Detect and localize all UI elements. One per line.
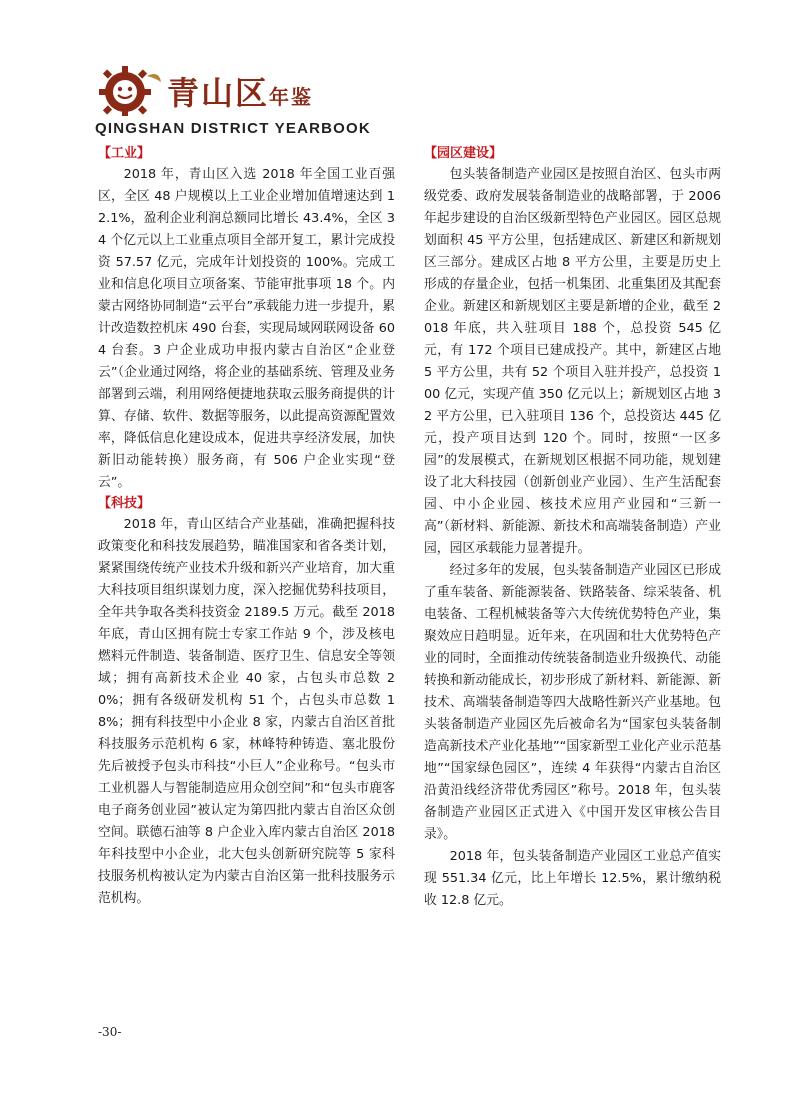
park-paragraph: 包头装备制造产业园区是按照自治区、包头市两级党委、政府发展装备制造业的战略部署，于 2006 年起步建设的自治区级新型特色产业园区。园区总规划面积 45 平方公里，包括建成区、新建区和新规划区三部分。建成区占地 8 平方公里，主要是历史上形成的存量企业，包括一机集团、北重集团及其配套企业。新建区和新规划区主要是新增的企业，截至 2018 年底，共入驻项目 188 个，总投资 545 亿元，有 172 个项目已建成投产。其中，新建区占地 5 平方公里，共有 52 个项目入驻并投产，总投资 100 亿元，实现产值 350 亿元以上；新规划区占地 32 平方公里，已入驻项目 136 个，总投资达 445 亿元，投产项目达到 120 个。同时，按照“一区多园”的发展模式，在新规划区根据不同功能，规划建设了北大科技园（创新创业产业园）、生产生活配套园、中小企业园、核技术应用产业园和“三新一高”（新材料、新能源、新技术和高端装备制造）产业园，园区承载能力显著提升。 [424, 167, 721, 556]
brand-small: 年鉴 [269, 85, 314, 109]
heading-bracket-open: 【 [98, 146, 112, 161]
section-heading-industry [98, 144, 395, 164]
park-paragraph: 2018 年，包头装备制造产业园区工业总产值实现 551.34 亿元，比上年增长 12.5%，累计缴纳税收 12.8 亿元。 [424, 849, 721, 908]
heading-bracket-close: 】 [137, 496, 151, 511]
right-column [424, 144, 721, 912]
section-heading-park [424, 144, 721, 164]
heading-text: 工业 [111, 146, 138, 161]
page-number: -30- [98, 1025, 122, 1039]
park-paragraph: 经过多年的发展，包头装备制造产业园区已形成了重车装备、新能源装备、铁路装备、综采装备、机电装备、工程机械装备等六大传统优势特色产业，集聚效应日趋明显。近年来，在巩固和壮大优势特色产业的同时，全面推动传统装备制造业升级换代、动能转换和新动能成长，初步形成了新材料、新能源、新技术、高端装备制造等四大战略性新兴产业基地。包头装备制造产业园区先后被命名为“国家包头装备制造高新技术产业化基地”“国家新型工业化产业示范基地”“国家绿色园区”，连续 4 年获得“内蒙古自治区沿黄沿线经济带优秀园区”称号。2018 年，包头装备制造产业园区正式进入《中国开发区审核公告目录》。 [424, 563, 721, 842]
technology-paragraph: 2018 年，青山区结合产业基础，准确把握科技政策变化和科技发展趋势，瞄准国家和省各类计划，紧紧围绕传统产业技术升级和新兴产业培育，加大重大科技项目组织谋划力度，深入挖掘优势科技项目，全年共争取各类科技资金 2189.5 万元。截至 2018 年底，青山区拥有院士专家工作站 9 个，涉及核电燃料元件制造、装备制造、医疗卫生、信息安全等领域；拥有高新技术企业 40 家，占包头市总数 20%；拥有各级研发机构 51 个，占包头市总数 18%；拥有科技型中小企业 8 家，内蒙古自治区首批科技服务示范机构 6 家，林峰特种铸造、塞北股份先后被授予包头市科技“小巨人”企业称号。“包头市工业机器人与智能制造应用众创空间”和“包头市鹿客电子商务创业园”被认定为第四批内蒙古自治区众创空间。联德石油等 8 户企业入库内蒙古自治区 2018 年科技型中小企业，北大包头创新研究院等 5 家科技服务机构被认定为内蒙古自治区第一批科技服务示范机构。 [98, 517, 395, 906]
gear-face-logo-icon [95, 62, 165, 118]
left-column [98, 144, 395, 910]
heading-bracket-close: 】 [137, 146, 151, 161]
yearbook-brand-title [167, 68, 313, 114]
industry-paragraph: 2018 年，青山区入选 2018 年全国工业百强区，全区 48 户规模以上工业企业增加值增速达到 12.1%，盈利企业利润总额同比增长 43.4%，全区 34 个亿元以上工业重点项目全部开复工，累计完成投资 57.57 亿元，完成年计划投资的 100%。完成工业和信息化项目立项备案、节能审批事项 18 个。内蒙古网络协同制造“云平台”承载能力进一步提升，累计改造数控机床 490 台套，实现局域网联网设备 604 台套。3 户企业成功申报内蒙古自治区“企业登云”（企业通过网络，将企业的基础系统、管理及业务部署到云端，利用网络便捷地获取云服务商提供的计算、存储、软件、数据等服务，以此提高资源配置效率，降低信息化建设成本，促进共享经济发展，加快新旧动能转换）服务商，有 506 户企业实现“登云”。 [98, 167, 395, 490]
brand-english-title: QINGSHAN DISTRICT YEARBOOK [95, 120, 371, 137]
heading-text: 园区建设 [437, 146, 490, 161]
yearbook-header [95, 62, 435, 142]
heading-bracket-open: 【 [424, 146, 438, 161]
heading-bracket-open: 【 [98, 496, 112, 511]
brand-main: 青山区 [167, 74, 270, 112]
heading-bracket-close: 】 [489, 146, 503, 161]
heading-text: 科技 [111, 496, 138, 511]
section-heading-technology [98, 494, 395, 514]
